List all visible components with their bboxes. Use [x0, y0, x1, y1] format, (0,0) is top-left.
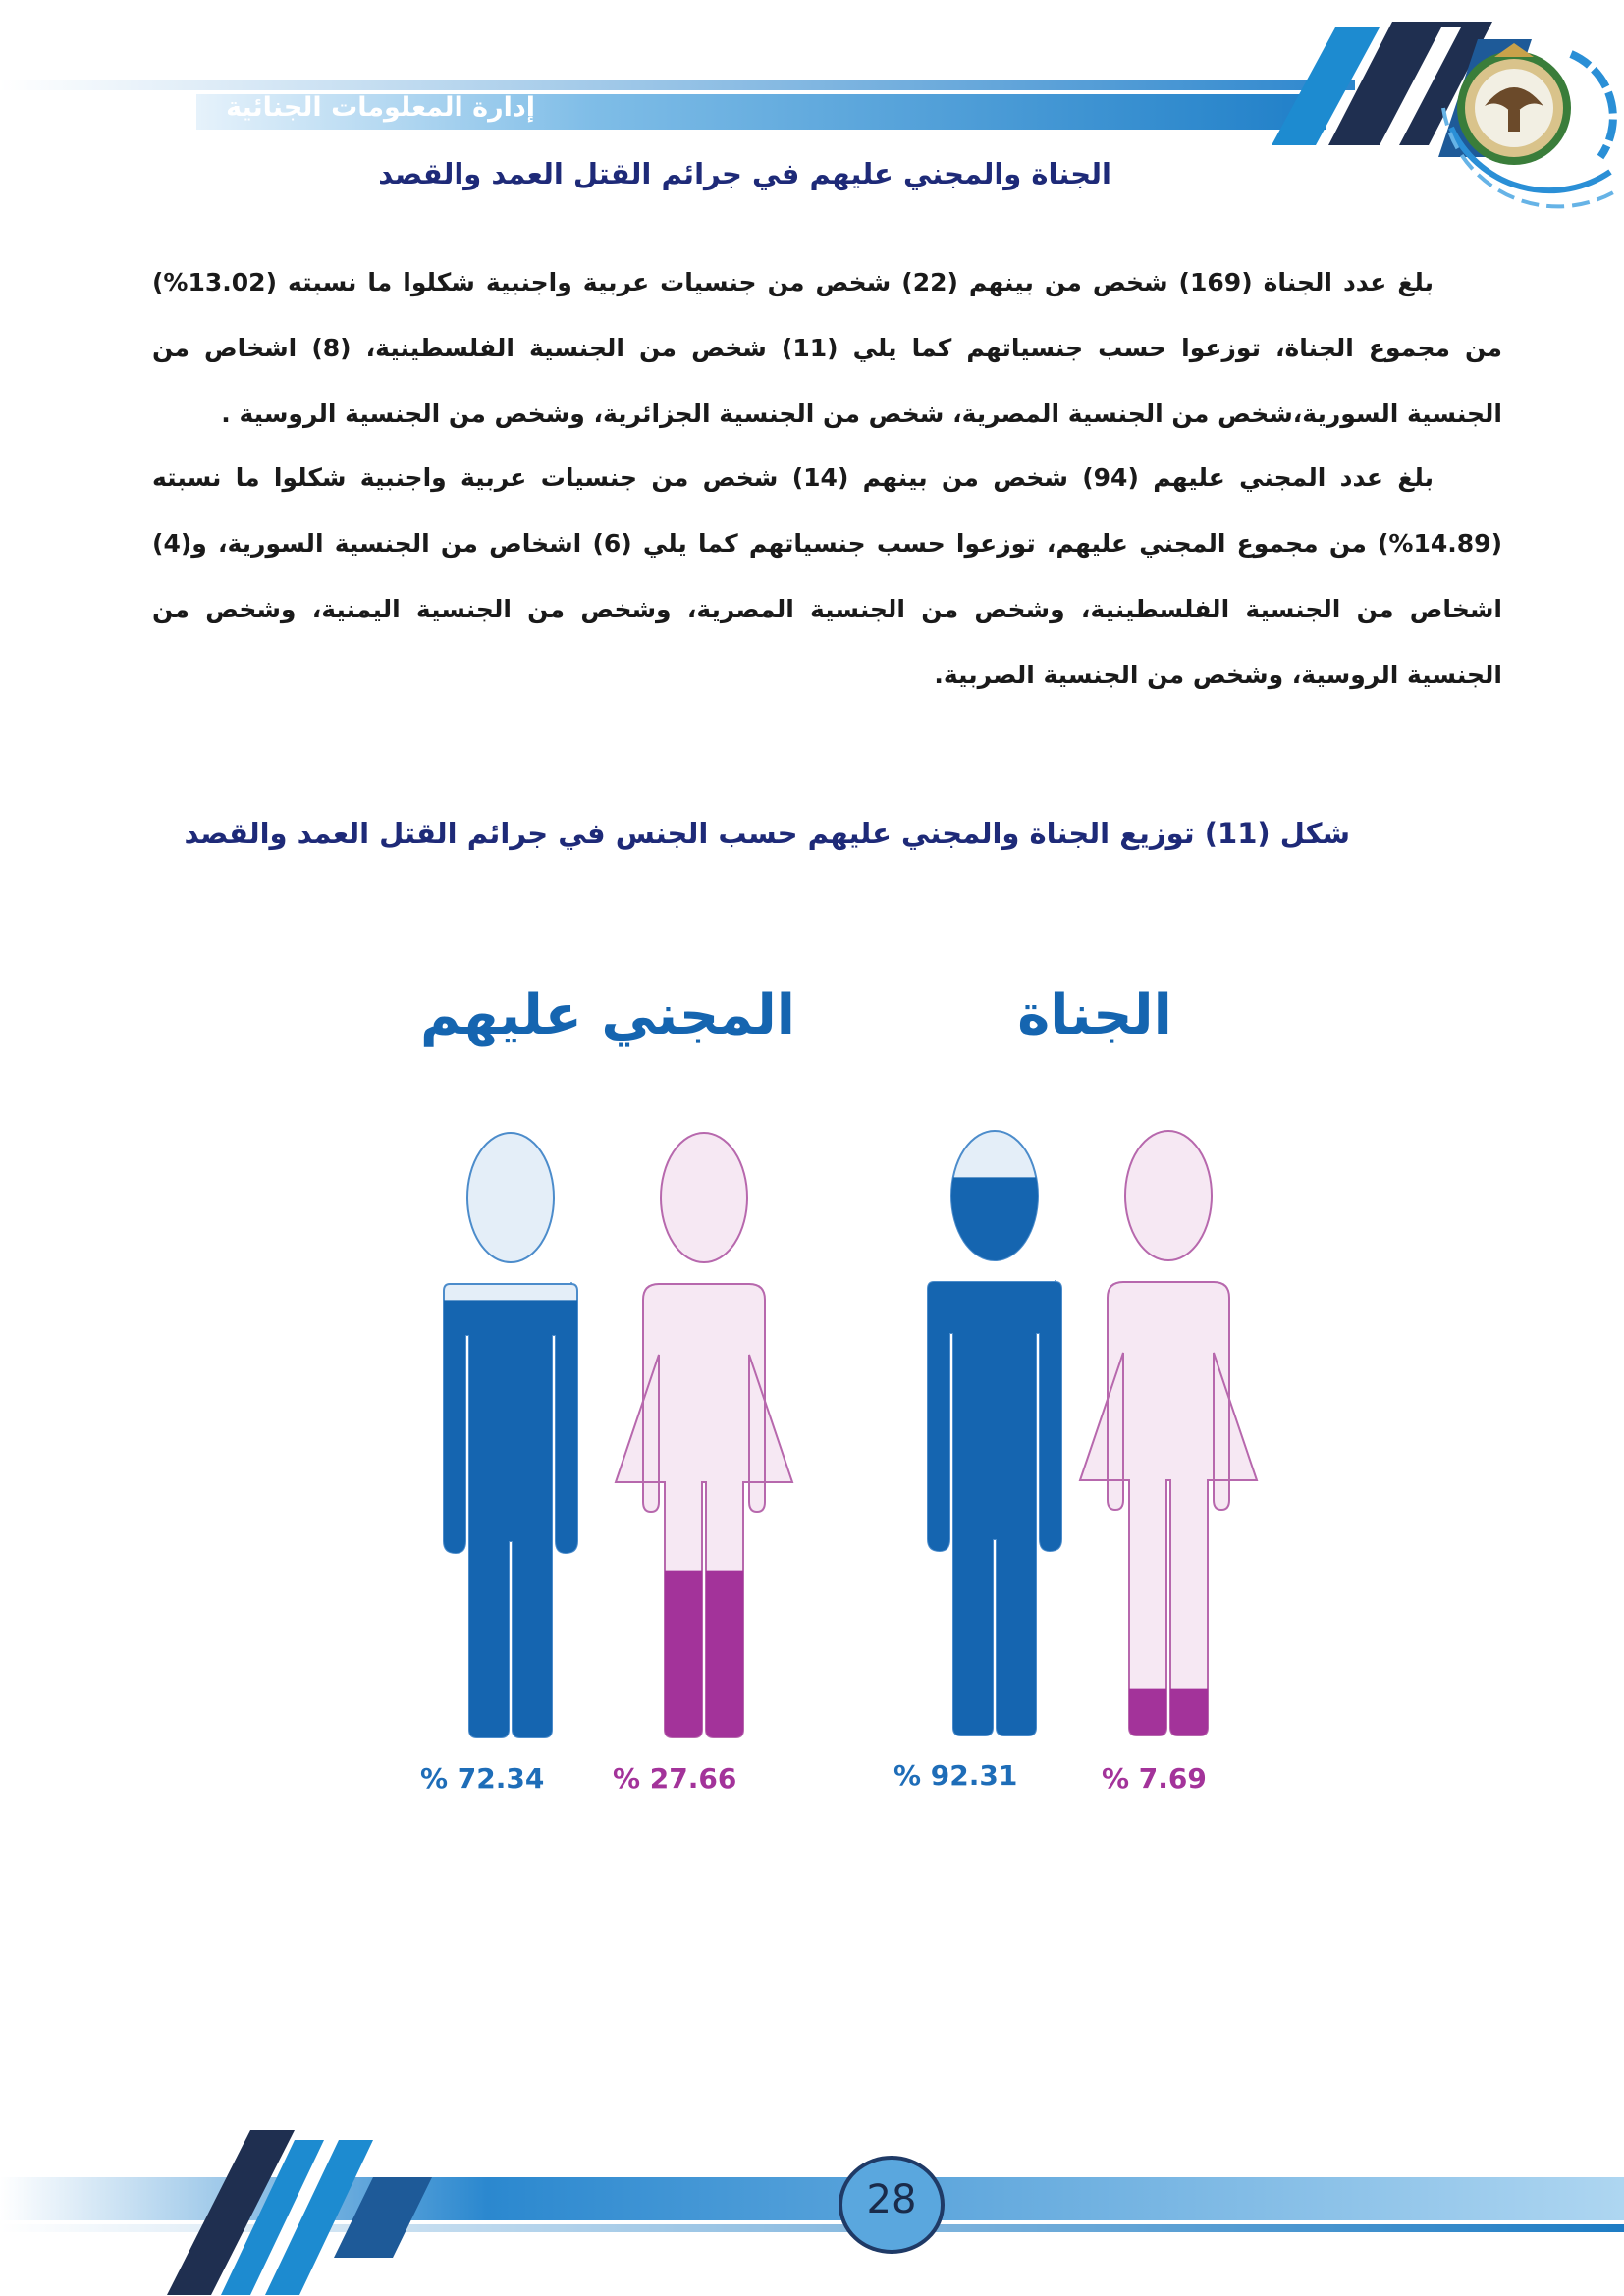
paragraph-victims-text: بلغ عدد المجني عليهم (94) شخص من بينهم (14) شخص من جنسيات عربية واجنبية شكلوا ما نسبته (14.89%) من مجموع المجني عليهم، توزعوا حسب جنسياتهم كما يلي (6) اشخاص من الجنسية السورية، و(4) اشخاص من الجنسية الفلسطينية، وشخص من الجنسية المصرية، وشخص من الجنسية اليمنية، وشخص من الجنسية الروسية، وشخص من الجنسية الصربية.	[152, 463, 1502, 689]
figure-caption: شكل (11) توزيع الجناة والمجني عليهم حسب الجنس في جرائم القتل العمد والقصد	[184, 817, 1350, 850]
percentage-label: % 7.69	[1102, 1762, 1207, 1794]
page-number: 28	[866, 2177, 917, 2222]
paragraph-offenders-text: بلغ عدد الجناة (169) شخص من بينهم (22) شخص من جنسيات عربية واجنبية شكلوا ما نسبته (13.02%) من مجموع الجناة، توزعوا حسب جنسياتهم كما يلي (11) شخص من الجنسية الفلسطينية، (8) اشخاص من الجنسية السورية،شخص من الجنسية المصرية، شخص من الجنسية الجزائرية، وشخص من الجنسية الروسية .	[152, 268, 1502, 428]
offenders-group-title: الجناة	[1017, 984, 1172, 1047]
male-figure-icon	[444, 1133, 577, 1737]
figure-fill-bar	[928, 1131, 1061, 1735]
percentage-label: % 92.31	[893, 1759, 1018, 1791]
female-figure-icon	[1080, 1131, 1257, 1735]
percentage-label: % 27.66	[613, 1762, 737, 1794]
male-figure-icon	[928, 1131, 1061, 1735]
footer-banner	[0, 2130, 1624, 2296]
victims-group-title: المجني عليهم	[420, 984, 795, 1047]
female-figure-icon	[616, 1133, 792, 1737]
percentage-label: % 72.34	[420, 1762, 545, 1794]
page-title: الجناة والمجني عليهم في جرائم القتل العمد والقصد	[378, 157, 1111, 190]
department-title: إدارة المعلومات الجنائية	[226, 92, 535, 123]
